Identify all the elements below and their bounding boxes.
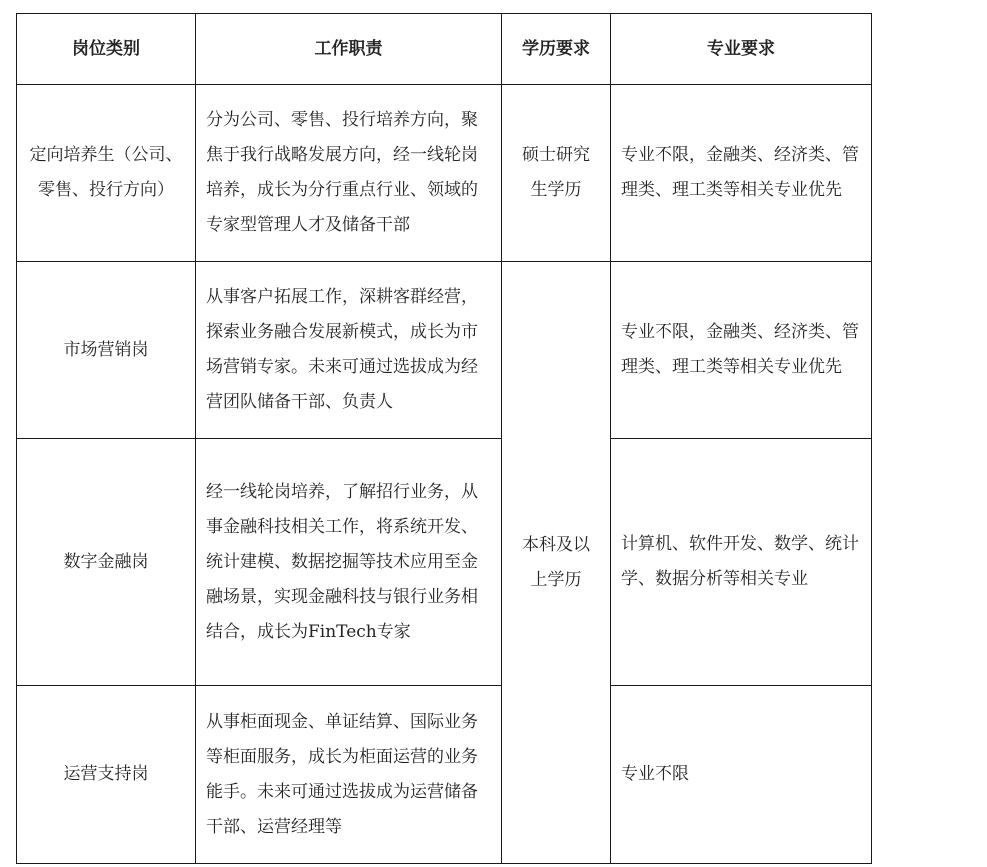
category-cell: 运营支持岗 bbox=[17, 686, 196, 864]
major-cell: 专业不限，金融类、经济类、管理类、理工类等相关专业优先 bbox=[611, 262, 872, 439]
category-cell: 数字金融岗 bbox=[17, 439, 196, 686]
major-cell: 专业不限 bbox=[611, 686, 872, 864]
header-row bbox=[17, 14, 872, 85]
duties-cell: 从事客户拓展工作，深耕客群经营，探索业务融合发展新模式，成长为市场营销专家。未来可通过选拔成为经营团队储备干部、负责人 bbox=[196, 262, 502, 439]
major-cell: 计算机、软件开发、数学、统计学、数据分析等相关专业 bbox=[611, 439, 872, 686]
table-row bbox=[17, 439, 872, 686]
header-education: 学历要求 bbox=[502, 14, 611, 85]
table-row bbox=[17, 262, 872, 439]
education-cell: 硕士研究生学历 bbox=[502, 85, 611, 262]
duties-cell: 经一线轮岗培养，了解招行业务，从事金融科技相关工作，将系统开发、统计建模、数据挖掘等技术应用至金融场景，实现金融科技与银行业务相结合，成长为FinTech专家 bbox=[196, 439, 502, 686]
header-major: 专业要求 bbox=[611, 14, 872, 85]
education-cell: 本科及以上学历 bbox=[502, 262, 611, 864]
header-category: 岗位类别 bbox=[17, 14, 196, 85]
category-cell: 市场营销岗 bbox=[17, 262, 196, 439]
table-row bbox=[17, 85, 872, 262]
major-cell: 专业不限，金融类、经济类、管理类、理工类等相关专业优先 bbox=[611, 85, 872, 262]
duties-cell: 分为公司、零售、投行培养方向，聚焦于我行战略发展方向，经一线轮岗培养，成长为分行重点行业、领域的专家型管理人才及储备干部 bbox=[196, 85, 502, 262]
category-cell: 定向培养生（公司、零售、投行方向） bbox=[17, 85, 196, 262]
header-duties: 工作职责 bbox=[196, 14, 502, 85]
duties-cell: 从事柜面现金、单证结算、国际业务等柜面服务，成长为柜面运营的业务能手。未来可通过选拔成为运营储备干部、运营经理等 bbox=[196, 686, 502, 864]
table-row bbox=[17, 686, 872, 864]
job-requirements-table bbox=[16, 13, 872, 864]
